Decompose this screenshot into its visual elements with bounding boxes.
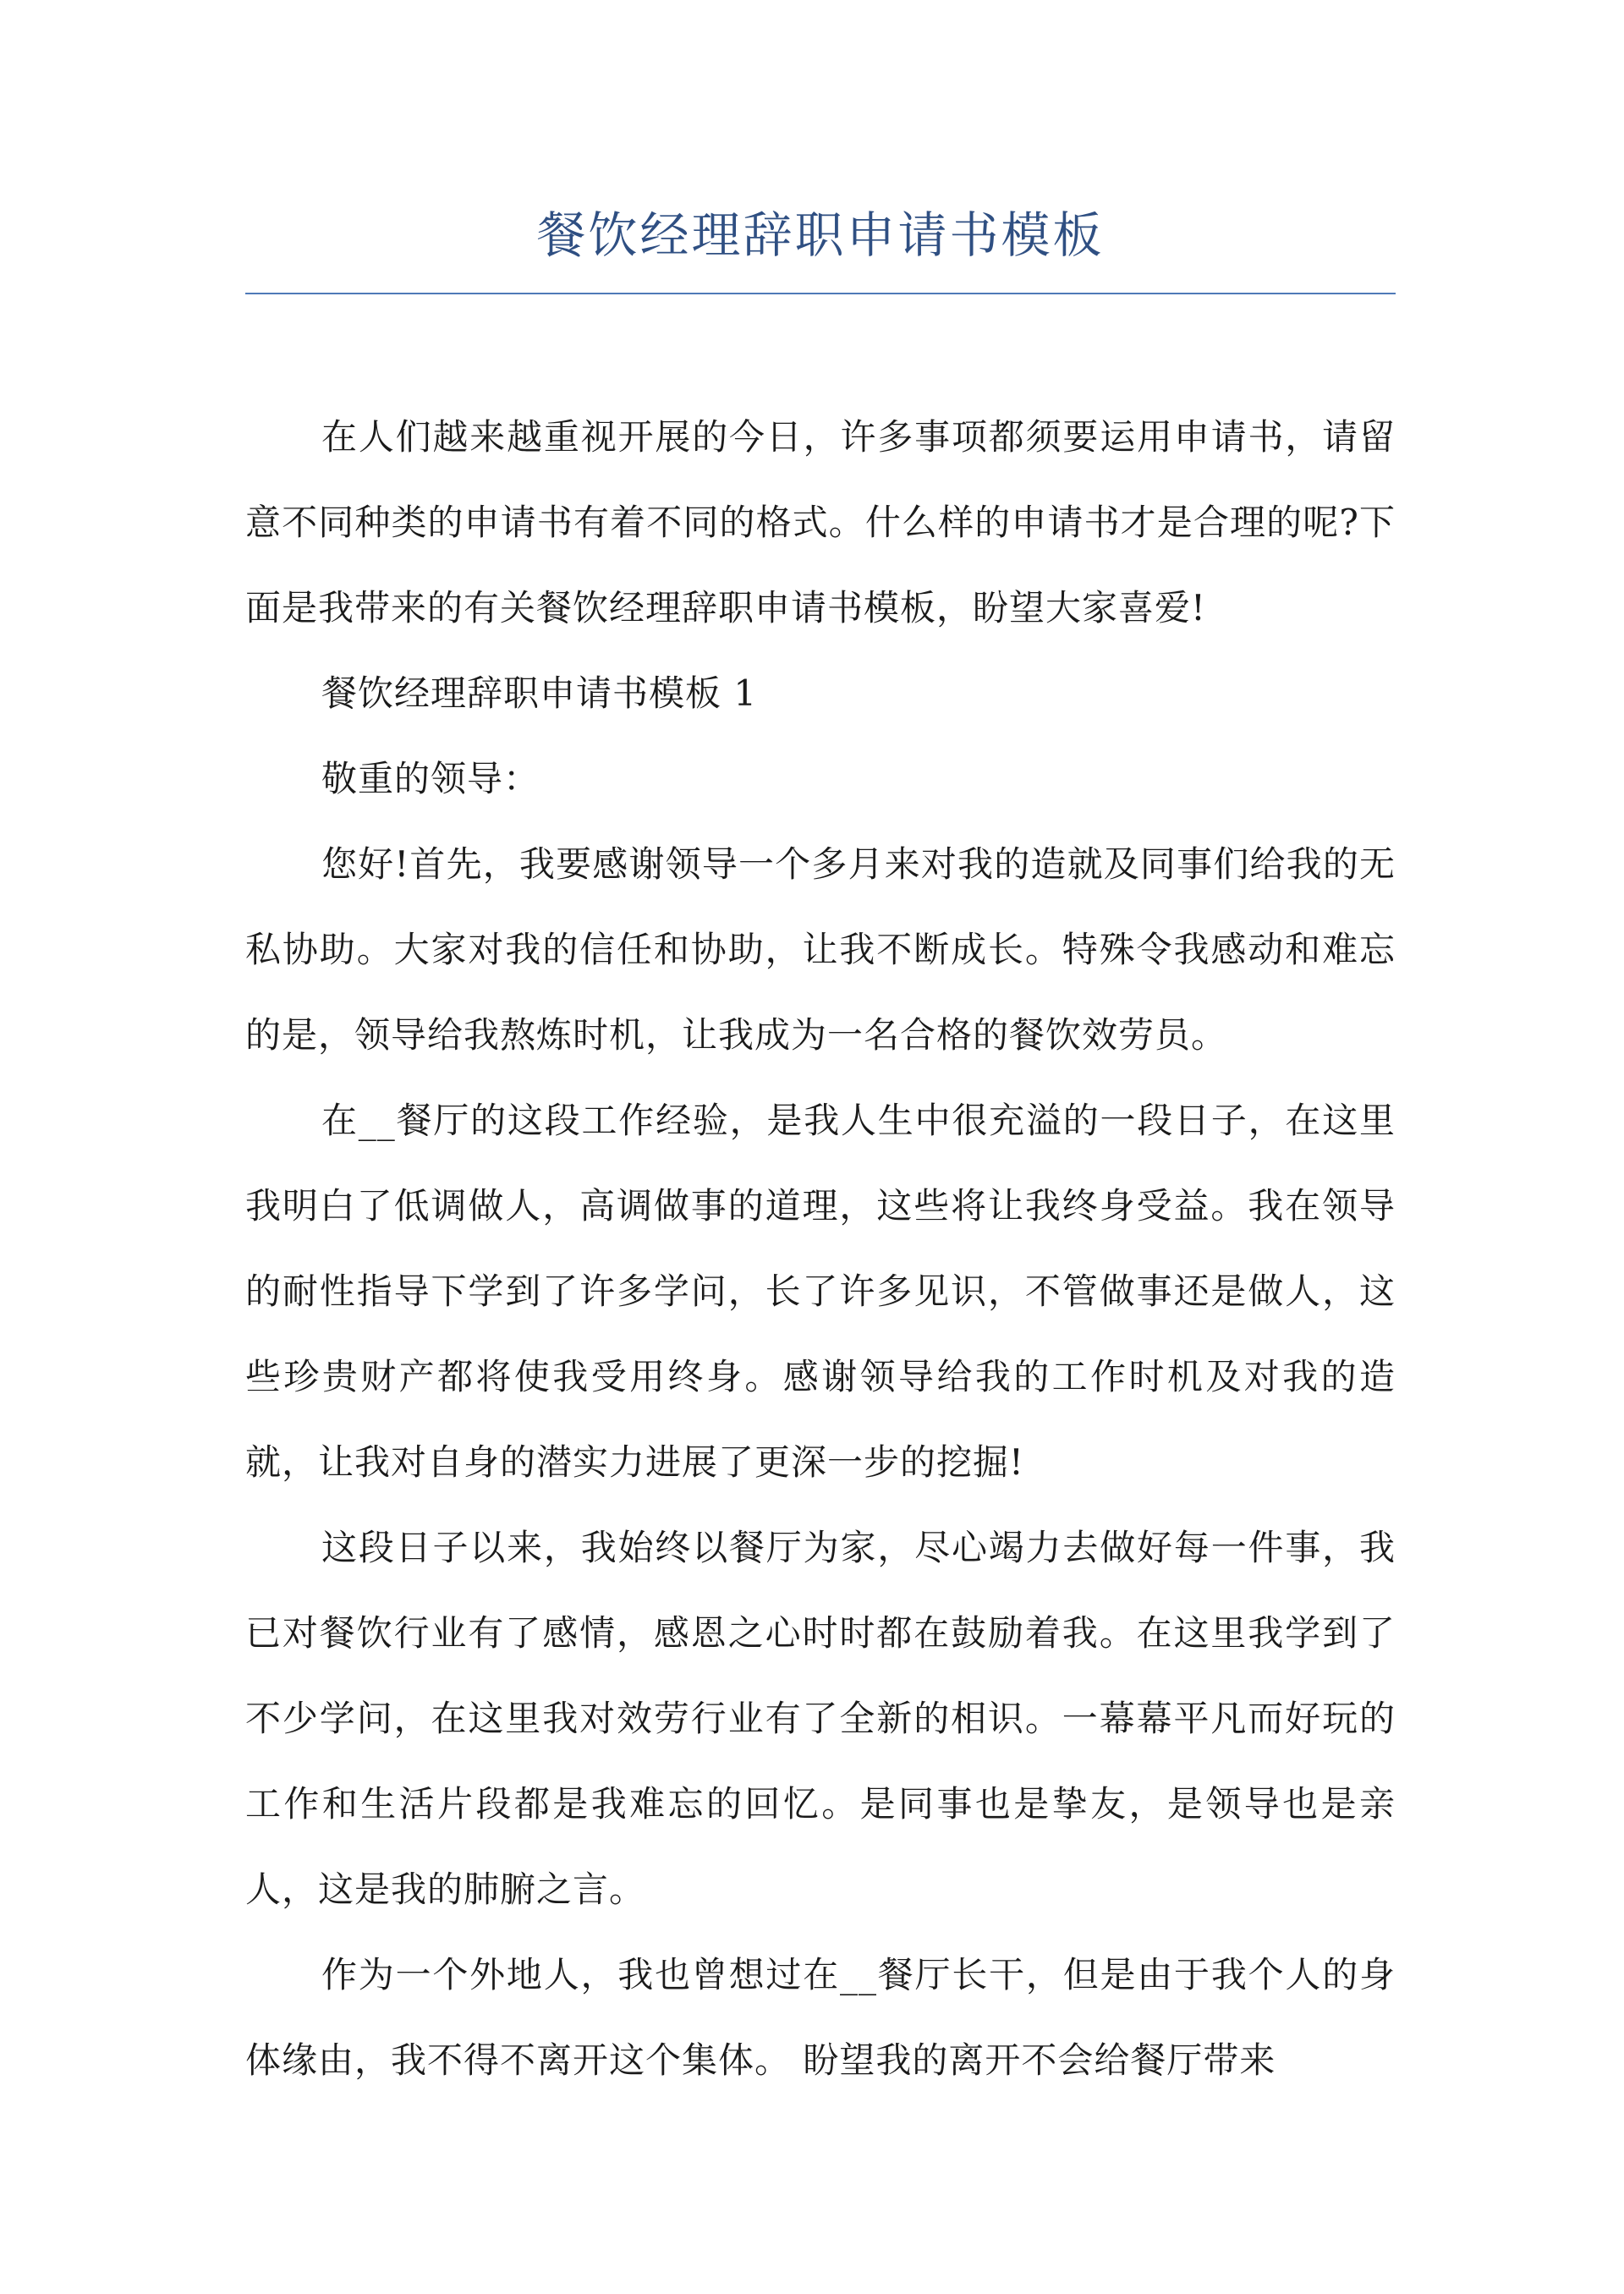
body-paragraph: 作为一个外地人，我也曾想过在__餐厅长干，但是由于我个人的身体缘由，我不得不离开这个集体。 盼望我的离开不会给餐厅带来 <box>245 1954 1396 2081</box>
section-heading: 餐饮经理辞职申请书模板 1 <box>321 672 758 714</box>
body-paragraph: 您好!首先，我要感谢领导一个多月来对我的造就及同事们给我的无私协助。大家对我的信任和协助，让我不断成长。特殊令我感动和难忘的是，领导给我熬炼时机，让我成为一名合格的餐饮效劳员。 <box>245 843 1396 1056</box>
salutation: 敬重的领导： <box>321 758 540 799</box>
page-title: 餐饮经理辞职申请书模板 <box>536 206 1105 264</box>
body-paragraph: 在__餐厅的这段工作经验，是我人生中很充溢的一段日子，在这里我明白了低调做人，高调做事的道理，这些将让我终身受益。我在领导的耐性指导下学到了许多学问，长了许多见识，不管做事还是做人，这些珍贵财产都将使我受用终身。感谢领导给我的工作时机及对我的造就，让我对自身的潜实力进展了更深一步的挖掘! <box>245 1100 1396 1483</box>
intro-paragraph: 在人们越来越重视开展的今日，许多事项都须要运用申请书，请留意不同种类的申请书有着不同的格式。什么样的申请书才是合理的呢?下面是我带来的有关餐饮经理辞职申请书模板，盼望大家喜爱! <box>245 416 1396 628</box>
body-paragraph: 这段日子以来，我始终以餐厅为家，尽心竭力去做好每一件事，我已对餐饮行业有了感情，感恩之心时时都在鼓励着我。在这里我学到了不少学问，在这里我对效劳行业有了全新的相识。一幕幕平凡而好玩的工作和生活片段都是我难忘的回忆。是同事也是挚友，是领导也是亲人，这是我的肺腑之言。 <box>245 1527 1396 1910</box>
document-body <box>245 394 1396 2103</box>
title-divider <box>245 293 1396 294</box>
